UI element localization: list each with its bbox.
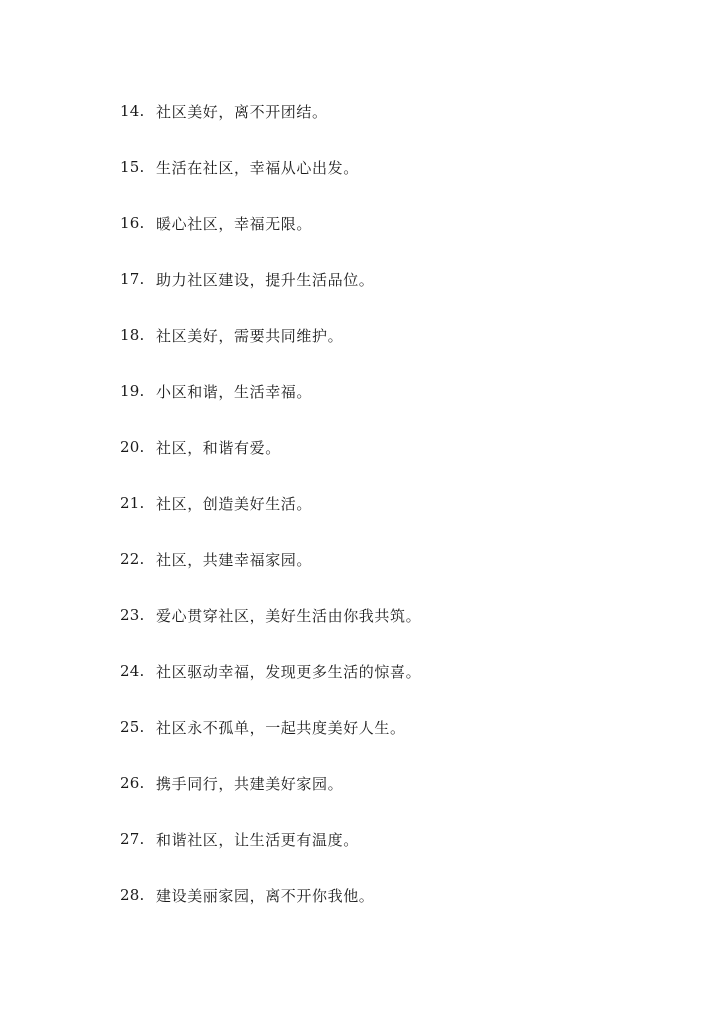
item-text: 社区永不孤单，一起共度美好人生。 <box>156 718 406 737</box>
item-text: 社区，创造美好生活。 <box>156 494 313 513</box>
item-number: 27. <box>120 830 145 848</box>
item-text: 携手同行，共建美好家园。 <box>156 774 344 793</box>
item-number: 17. <box>120 270 145 288</box>
item-text: 社区，和谐有爱。 <box>156 438 281 457</box>
list-item <box>120 755 680 811</box>
item-number: 25. <box>120 718 145 736</box>
list-item <box>120 307 680 363</box>
item-number: 14. <box>120 102 145 120</box>
list-item <box>120 251 680 307</box>
list-item <box>120 811 680 867</box>
list-item <box>120 195 680 251</box>
item-number: 19. <box>120 382 145 400</box>
item-text: 社区，共建幸福家园。 <box>156 550 313 569</box>
list-item <box>120 867 680 923</box>
item-number: 22. <box>120 550 145 568</box>
slogan-list <box>120 83 680 923</box>
list-item <box>120 475 680 531</box>
list-item <box>120 419 680 475</box>
item-number: 23. <box>120 606 145 624</box>
list-item <box>120 139 680 195</box>
list-item <box>120 531 680 587</box>
item-text: 和谐社区，让生活更有温度。 <box>156 830 359 849</box>
item-text: 爱心贯穿社区，美好生活由你我共筑。 <box>156 606 422 625</box>
item-text: 建设美丽家园，离不开你我他。 <box>156 886 375 905</box>
list-item <box>120 587 680 643</box>
list-item <box>120 363 680 419</box>
item-text: 助力社区建设，提升生活品位。 <box>156 270 375 289</box>
item-number: 24. <box>120 662 145 680</box>
item-text: 小区和谐，生活幸福。 <box>156 382 313 401</box>
item-text: 社区美好，需要共同维护。 <box>156 326 344 345</box>
item-number: 21. <box>120 494 145 512</box>
item-number: 20. <box>120 438 145 456</box>
item-text: 社区美好，离不开团结。 <box>156 102 328 121</box>
item-text: 暖心社区，幸福无限。 <box>156 214 313 233</box>
item-number: 26. <box>120 774 145 792</box>
item-text: 生活在社区，幸福从心出发。 <box>156 158 359 177</box>
item-number: 18. <box>120 326 145 344</box>
item-number: 16. <box>120 214 145 232</box>
list-item <box>120 83 680 139</box>
item-number: 15. <box>120 158 145 176</box>
list-item <box>120 643 680 699</box>
list-item <box>120 699 680 755</box>
item-number: 28. <box>120 886 145 904</box>
item-text: 社区驱动幸福，发现更多生活的惊喜。 <box>156 662 422 681</box>
